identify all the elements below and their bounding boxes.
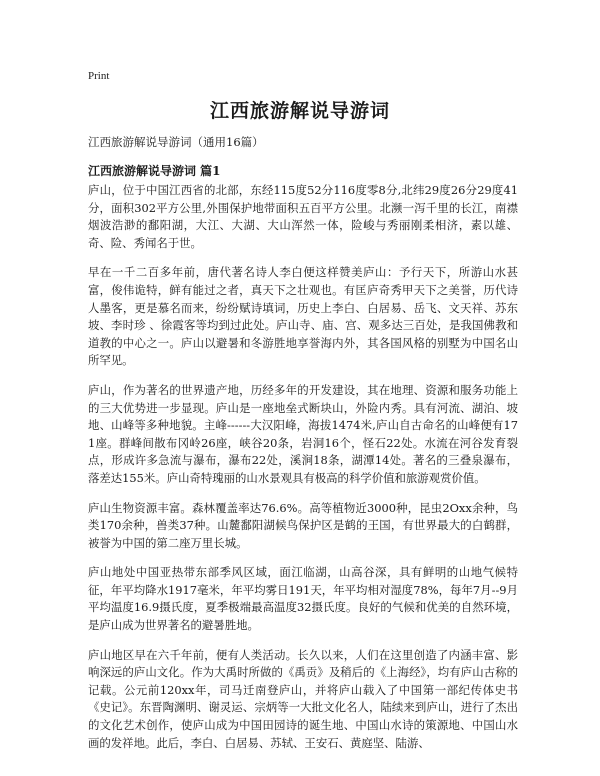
print-link[interactable]: Print [88,70,110,82]
document-subtitle: 江西旅游解说导游词（通用16篇） [88,135,264,149]
document-body [88,182,518,764]
body-paragraph: 庐山生物资源丰富。森林覆盖率达76.6%。高等植物近3000种，昆虫2Oxx余种，鸟类170余种，兽类37种。山麓鄱阳湖候鸟保护区是鹤的王国，有世界最大的白鹤群，被誉为中国的第二座万里长城。 [88,500,518,550]
section-heading: 江西旅游解说导游词 篇1 [88,164,221,178]
body-paragraph: 庐山地处中国亚热带东部季风区域，面江临湖，山高谷深，具有鲜明的山地气候特征，年平均降水1917毫米，年平均雾日191天，年平均相对湿度78%，每年7月--9月平均温度16.9摄氏度，夏季极端最高温度32摄氏度。良好的气候和优美的自然环境，是庐山成为世界著名的避暑胜地。 [88,565,518,633]
body-paragraph: 早在一千二百多年前，唐代著名诗人李白便这样赞美庐山：予行天下，所游山水甚富，俊伟诡特，鲜有能过之者，真天下之壮观也。有匡庐奇秀甲天下之美誉，历代诗人墨客，更是慕名而来，纷纷赋诗填词，历史上李白、白居易、岳飞、文天祥、苏东坡、李时珍 、徐霞客等均到过此处。庐山寺、庙、宫、观多达三百处，是我国佛教和道教的中心之一。庐山以避暑和冬游胜地享誉海内外，其各国风格的别墅为中国名山所罕见。 [88,265,518,368]
body-paragraph: 庐山，位于中国江西省的北部，东经115度52分116度零8分,北纬29度26分29度41分，面积302平方公里,外围保护地带面积五百平方公里。北濒一泻千里的长江，南襟烟波浩渺的鄱阳湖，大江、大湖、大山浑然一体，险峻与秀丽刚柔相济，素以雄、奇、险、秀闻名于世。 [88,183,518,250]
body-paragraph: 庐山地区早在六千年前，便有人类活动。长久以来，人们在这里创造了内涵丰富、影响深远的庐山文化。作为大禹时所做的《禹贡》及稍后的《上海经》，均有庐山古称的记载。公元前120xx年，司马迁南登庐山，并将庐山载入了中国第一部纪传体史书《史记》。东晋陶渊明、谢灵运、宗炳等一大批文化名人，陆续来到庐山，进行了杰出的文化艺术创作，使庐山成为中国田园诗的诞生地、中国山水诗的策源地、中国山水画的发祥地。此后，李白、白居易、苏轼、王安石、黄庭坚、陆游、 [88,647,518,750]
page-title: 江西旅游解说导游词 [209,100,390,122]
body-paragraph: 庐山，作为著名的世界遗产地，历经多年的开发建设，其在地理、资源和服务功能上的三大优势进一步显现。庐山是一座地垒式断块山，外险内秀。具有河流、湖泊、坡地、山峰等多种地貌。主峰------大汉阳峰，海拔1474米,庐山自古命名的山峰便有171座。群峰间散布冈岭26座，峡谷20条，岩洞16个，怪石22处。水流在河谷发育裂点，形成许多急流与瀑布，瀑布22处，溪涧18条，湖潭14处。著名的三叠泉瀑布，落差达155米。庐山奇特瑰丽的山水景观具有极高的科学价值和旅游观赏价值。 [88,382,518,485]
